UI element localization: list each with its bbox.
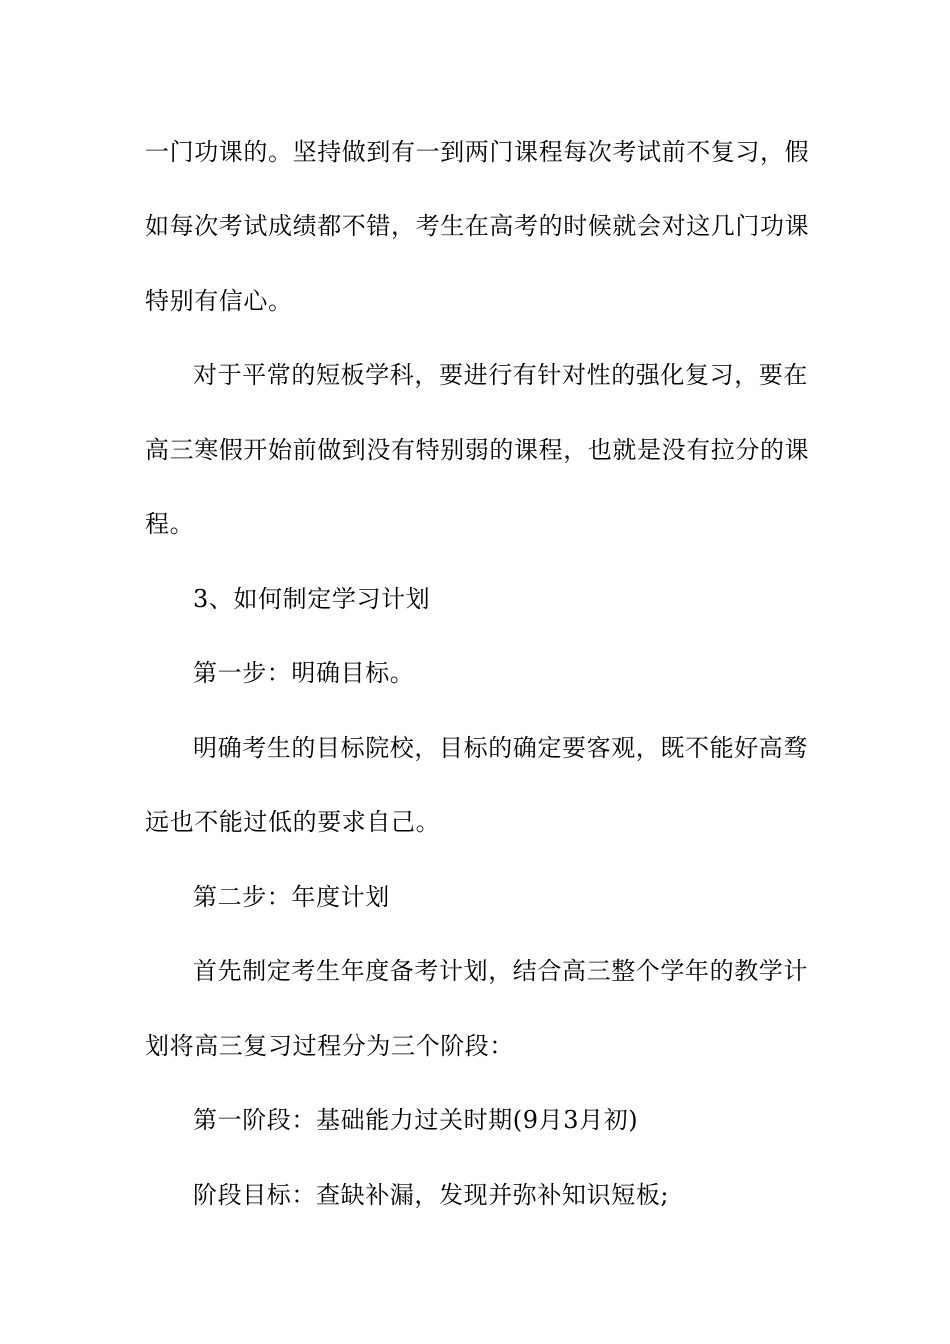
step-heading: 第一步：明确目标。 <box>193 659 415 687</box>
body-text-line: 高三寒假开始前做到没有特别弱的课程，也就是没有拉分的课 <box>145 436 810 464</box>
body-text-line: 程。 <box>145 510 195 538</box>
phase-heading: 第一阶段：基础能力过关时期(9月3月初) <box>193 1106 639 1134</box>
step-heading: 第二步：年度计划 <box>193 883 390 911</box>
body-text-line: 特别有信心。 <box>145 287 293 315</box>
body-text-line: 如每次考试成绩都不错，考生在高考的时候就会对这几门功课 <box>145 212 810 240</box>
section-heading: 3、如何制定学习计划 <box>193 585 431 613</box>
body-text-line: 明确考生的目标院校，目标的确定要客观，既不能好高骛 <box>193 734 808 762</box>
body-text-line: 对于平常的短板学科，要进行有针对性的强化复习，要在 <box>193 361 808 389</box>
body-text-line: 划将高三复习过程分为三个阶段： <box>145 1032 514 1060</box>
body-text-line: 一门功课的。坚持做到有一到两门课程每次考试前不复习，假 <box>145 138 810 166</box>
body-text-line: 首先制定考生年度备考计划，结合高三整个学年的教学计 <box>193 957 808 985</box>
body-text-line: 远也不能过低的要求自己。 <box>145 808 441 836</box>
body-text-line: 阶段目标：查缺补漏，发现并弥补知识短板; <box>193 1181 670 1209</box>
